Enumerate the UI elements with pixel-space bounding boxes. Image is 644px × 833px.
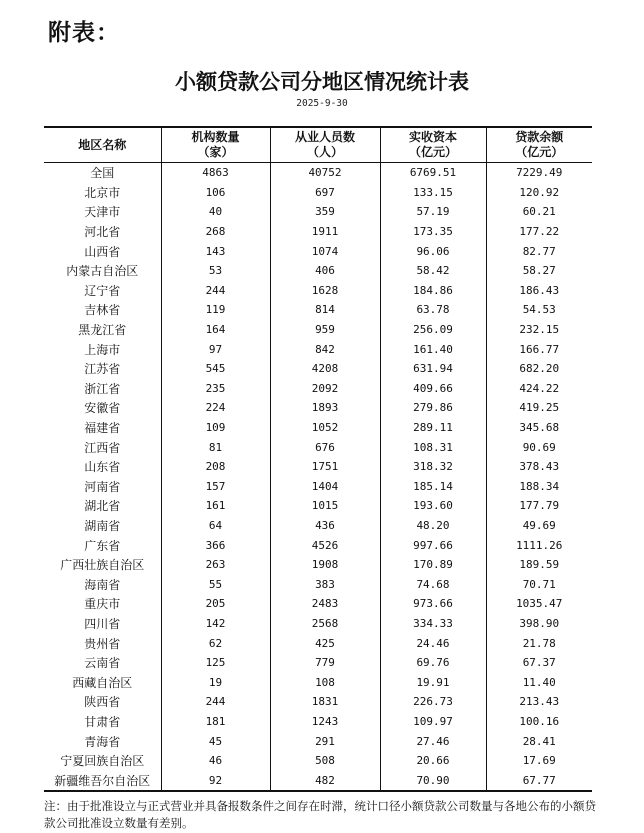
loan-balance-cell: 67.77 — [486, 770, 592, 791]
employee-count-cell: 40752 — [270, 163, 380, 183]
header-paid-in-capital-label: 实收资本 — [408, 130, 457, 144]
region-name-cell: 安徽省 — [84, 401, 121, 416]
table-title: 小额贷款公司分地区情况统计表 — [175, 70, 469, 94]
institution-count-cell: 64 — [161, 516, 270, 536]
paid-in-capital-cell: 48.20 — [380, 516, 486, 536]
paid-in-capital-cell: 226.73 — [380, 692, 486, 712]
institution-count-cell: 53 — [161, 261, 270, 281]
region-name-cell: 全国 — [90, 166, 115, 181]
table-row — [44, 163, 592, 183]
employee-count-cell: 842 — [270, 339, 380, 359]
loan-balance-cell: 58.27 — [486, 261, 592, 281]
institution-count-cell: 366 — [161, 535, 270, 555]
region-name-cell: 陕西省 — [84, 695, 121, 710]
table-row — [44, 594, 592, 614]
institution-count-cell: 81 — [161, 437, 270, 457]
employee-count-cell: 4208 — [270, 359, 380, 379]
table-row — [44, 320, 592, 340]
paid-in-capital-cell: 973.66 — [380, 594, 486, 614]
paid-in-capital-cell: 409.66 — [380, 379, 486, 399]
loan-balance-cell: 21.78 — [486, 633, 592, 653]
header-employees-unit: （人） — [306, 145, 343, 159]
regional-statistics-table — [44, 126, 592, 792]
paid-in-capital-cell: 6769.51 — [380, 163, 486, 183]
institution-count-cell: 268 — [161, 222, 270, 242]
region-name-cell: 青海省 — [84, 734, 121, 749]
table-body — [44, 163, 592, 792]
region-name-cell: 广东省 — [84, 538, 121, 553]
institution-count-cell: 97 — [161, 339, 270, 359]
employee-count-cell: 1243 — [270, 712, 380, 732]
table-row — [44, 614, 592, 634]
region-name-cell: 甘肃省 — [84, 714, 121, 729]
institution-count-cell: 62 — [161, 633, 270, 653]
header-loan-balance-label: 贷款余额 — [515, 130, 564, 144]
region-name-cell: 湖南省 — [84, 518, 121, 533]
paid-in-capital-cell: 173.35 — [380, 222, 486, 242]
table-row — [44, 418, 592, 438]
region-name-cell: 内蒙古自治区 — [66, 264, 139, 279]
paid-in-capital-cell: 74.68 — [380, 574, 486, 594]
header-row — [44, 127, 592, 163]
institution-count-cell: 4863 — [161, 163, 270, 183]
header-loan-balance-unit: （亿元） — [515, 145, 564, 159]
region-name-cell: 河南省 — [84, 479, 121, 494]
employee-count-cell: 2092 — [270, 379, 380, 399]
loan-balance-cell: 232.15 — [486, 320, 592, 340]
loan-balance-cell: 7229.49 — [486, 163, 592, 183]
loan-balance-cell: 189.59 — [486, 555, 592, 575]
table-row — [44, 437, 592, 457]
institution-count-cell: 161 — [161, 496, 270, 516]
employee-count-cell: 1893 — [270, 398, 380, 418]
employee-count-cell: 1074 — [270, 241, 380, 261]
institution-count-cell: 164 — [161, 320, 270, 340]
header-employees — [270, 127, 380, 163]
employee-count-cell: 1908 — [270, 555, 380, 575]
table-row — [44, 770, 592, 791]
paid-in-capital-cell: 161.40 — [380, 339, 486, 359]
table-row — [44, 281, 592, 301]
table-row — [44, 300, 592, 320]
table-row — [44, 692, 592, 712]
paid-in-capital-cell: 63.78 — [380, 300, 486, 320]
region-name-cell: 江西省 — [84, 440, 121, 455]
table-row — [44, 359, 592, 379]
table-row — [44, 653, 592, 673]
paid-in-capital-cell: 69.76 — [380, 653, 486, 673]
region-name-cell: 山西省 — [84, 244, 121, 259]
loan-balance-cell: 70.71 — [486, 574, 592, 594]
paid-in-capital-cell: 19.91 — [380, 672, 486, 692]
paid-in-capital-cell: 70.90 — [380, 770, 486, 791]
loan-balance-cell: 28.41 — [486, 731, 592, 751]
header-paid-in-capital — [380, 127, 486, 163]
table-row — [44, 751, 592, 771]
region-name-cell: 天津市 — [84, 205, 121, 220]
region-name-cell: 浙江省 — [84, 381, 121, 396]
table-row — [44, 496, 592, 516]
employee-count-cell: 1404 — [270, 477, 380, 497]
loan-balance-cell: 188.34 — [486, 477, 592, 497]
table-row — [44, 731, 592, 751]
table-row — [44, 261, 592, 281]
employee-count-cell: 4526 — [270, 535, 380, 555]
paid-in-capital-cell: 279.86 — [380, 398, 486, 418]
paid-in-capital-cell: 57.19 — [380, 202, 486, 222]
table-row — [44, 633, 592, 653]
paid-in-capital-cell: 133.15 — [380, 183, 486, 203]
table-header — [44, 127, 592, 163]
loan-balance-cell: 213.43 — [486, 692, 592, 712]
employee-count-cell: 436 — [270, 516, 380, 536]
paid-in-capital-cell: 334.33 — [380, 614, 486, 634]
region-name-cell: 海南省 — [84, 577, 121, 592]
header-employees-label: 从业人员数 — [294, 130, 355, 144]
loan-balance-cell: 11.40 — [486, 672, 592, 692]
employee-count-cell: 959 — [270, 320, 380, 340]
region-name-cell: 四川省 — [84, 616, 121, 631]
institution-count-cell: 244 — [161, 281, 270, 301]
paid-in-capital-cell: 631.94 — [380, 359, 486, 379]
table-row — [44, 457, 592, 477]
loan-balance-cell: 54.53 — [486, 300, 592, 320]
region-name-cell: 山东省 — [84, 460, 121, 475]
footnote: 注：由于批准设立与正式营业并具备报数条件之间存在时滞，统计口径小额贷款公司数量与各地公布的小额贷款公司批准设立数量有差别。 — [44, 799, 596, 830]
paid-in-capital-cell: 193.60 — [380, 496, 486, 516]
institution-count-cell: 157 — [161, 477, 270, 497]
region-name-cell: 吉林省 — [84, 303, 121, 318]
employee-count-cell: 2568 — [270, 614, 380, 634]
paid-in-capital-cell: 109.97 — [380, 712, 486, 732]
table-row — [44, 379, 592, 399]
region-name-cell: 湖北省 — [84, 499, 121, 514]
employee-count-cell: 291 — [270, 731, 380, 751]
employee-count-cell: 814 — [270, 300, 380, 320]
employee-count-cell: 1628 — [270, 281, 380, 301]
paid-in-capital-cell: 185.14 — [380, 477, 486, 497]
region-name-cell: 福建省 — [84, 421, 121, 436]
header-paid-in-capital-unit: （亿元） — [408, 145, 457, 159]
header-loan-balance — [486, 127, 592, 163]
loan-balance-cell: 398.90 — [486, 614, 592, 634]
region-name-cell: 北京市 — [84, 185, 121, 200]
institution-count-cell: 224 — [161, 398, 270, 418]
institution-count-cell: 119 — [161, 300, 270, 320]
table-row — [44, 477, 592, 497]
institution-count-cell: 40 — [161, 202, 270, 222]
header-institution-count — [161, 127, 270, 163]
paid-in-capital-cell: 96.06 — [380, 241, 486, 261]
employee-count-cell: 482 — [270, 770, 380, 791]
employee-count-cell: 1911 — [270, 222, 380, 242]
employee-count-cell: 676 — [270, 437, 380, 457]
table-row — [44, 672, 592, 692]
institution-count-cell: 208 — [161, 457, 270, 477]
paid-in-capital-cell: 318.32 — [380, 457, 486, 477]
employee-count-cell: 383 — [270, 574, 380, 594]
employee-count-cell: 1052 — [270, 418, 380, 438]
region-name-cell: 黑龙江省 — [78, 323, 127, 338]
region-name-cell: 河北省 — [84, 225, 121, 240]
loan-balance-cell: 49.69 — [486, 516, 592, 536]
attachment-label: 附表： — [48, 20, 120, 46]
table-row — [44, 241, 592, 261]
loan-balance-cell: 424.22 — [486, 379, 592, 399]
loan-balance-cell: 378.43 — [486, 457, 592, 477]
header-institution-count-unit: （家） — [197, 145, 234, 159]
paid-in-capital-cell: 20.66 — [380, 751, 486, 771]
institution-count-cell: 19 — [161, 672, 270, 692]
loan-balance-cell: 17.69 — [486, 751, 592, 771]
institution-count-cell: 109 — [161, 418, 270, 438]
institution-count-cell: 106 — [161, 183, 270, 203]
institution-count-cell: 545 — [161, 359, 270, 379]
institution-count-cell: 235 — [161, 379, 270, 399]
header-region-label: 地区名称 — [78, 137, 127, 152]
loan-balance-cell: 100.16 — [486, 712, 592, 732]
loan-balance-cell: 345.68 — [486, 418, 592, 438]
institution-count-cell: 55 — [161, 574, 270, 594]
paid-in-capital-cell: 184.86 — [380, 281, 486, 301]
employee-count-cell: 359 — [270, 202, 380, 222]
loan-balance-cell: 1111.26 — [486, 535, 592, 555]
loan-balance-cell: 177.79 — [486, 496, 592, 516]
table-row — [44, 222, 592, 242]
region-name-cell: 云南省 — [84, 656, 121, 671]
employee-count-cell: 508 — [270, 751, 380, 771]
paid-in-capital-cell: 108.31 — [380, 437, 486, 457]
loan-balance-cell: 419.25 — [486, 398, 592, 418]
table-row — [44, 712, 592, 732]
institution-count-cell: 92 — [161, 770, 270, 791]
region-name-cell: 宁夏回族自治区 — [60, 754, 145, 769]
region-name-cell: 贵州省 — [84, 636, 121, 651]
header-institution-count-label: 机构数量 — [191, 130, 240, 144]
institution-count-cell: 45 — [161, 731, 270, 751]
paid-in-capital-cell: 289.11 — [380, 418, 486, 438]
institution-count-cell: 263 — [161, 555, 270, 575]
table-row — [44, 555, 592, 575]
table-row — [44, 183, 592, 203]
table-row — [44, 202, 592, 222]
region-name-cell: 江苏省 — [84, 362, 121, 377]
loan-balance-cell: 186.43 — [486, 281, 592, 301]
region-name-cell: 新疆维吾尔自治区 — [54, 773, 151, 788]
loan-balance-cell: 60.21 — [486, 202, 592, 222]
loan-balance-cell: 82.77 — [486, 241, 592, 261]
institution-count-cell: 142 — [161, 614, 270, 634]
paid-in-capital-cell: 256.09 — [380, 320, 486, 340]
paid-in-capital-cell: 27.46 — [380, 731, 486, 751]
paid-in-capital-cell: 170.89 — [380, 555, 486, 575]
institution-count-cell: 46 — [161, 751, 270, 771]
loan-balance-cell: 177.22 — [486, 222, 592, 242]
employee-count-cell: 108 — [270, 672, 380, 692]
employee-count-cell: 1015 — [270, 496, 380, 516]
paid-in-capital-cell: 58.42 — [380, 261, 486, 281]
table-row — [44, 516, 592, 536]
employee-count-cell: 1751 — [270, 457, 380, 477]
loan-balance-cell: 120.92 — [486, 183, 592, 203]
employee-count-cell: 779 — [270, 653, 380, 673]
region-name-cell: 上海市 — [84, 342, 121, 357]
institution-count-cell: 125 — [161, 653, 270, 673]
employee-count-cell: 425 — [270, 633, 380, 653]
region-name-cell: 西藏自治区 — [72, 675, 133, 690]
table-row — [44, 574, 592, 594]
region-name-cell: 重庆市 — [84, 597, 121, 612]
loan-balance-cell: 166.77 — [486, 339, 592, 359]
region-name-cell: 广西壮族自治区 — [60, 558, 145, 573]
loan-balance-cell: 1035.47 — [486, 594, 592, 614]
header-region — [44, 127, 161, 163]
loan-balance-cell: 90.69 — [486, 437, 592, 457]
institution-count-cell: 244 — [161, 692, 270, 712]
table-row — [44, 398, 592, 418]
employee-count-cell: 697 — [270, 183, 380, 203]
loan-balance-cell: 682.20 — [486, 359, 592, 379]
region-name-cell: 辽宁省 — [84, 283, 121, 298]
table-row — [44, 535, 592, 555]
paid-in-capital-cell: 997.66 — [380, 535, 486, 555]
paid-in-capital-cell: 24.46 — [380, 633, 486, 653]
institution-count-cell: 181 — [161, 712, 270, 732]
employee-count-cell: 406 — [270, 261, 380, 281]
employee-count-cell: 2483 — [270, 594, 380, 614]
table-row — [44, 339, 592, 359]
report-date: 2025-9-30 — [296, 98, 348, 109]
employee-count-cell: 1831 — [270, 692, 380, 712]
institution-count-cell: 143 — [161, 241, 270, 261]
loan-balance-cell: 67.37 — [486, 653, 592, 673]
institution-count-cell: 205 — [161, 594, 270, 614]
